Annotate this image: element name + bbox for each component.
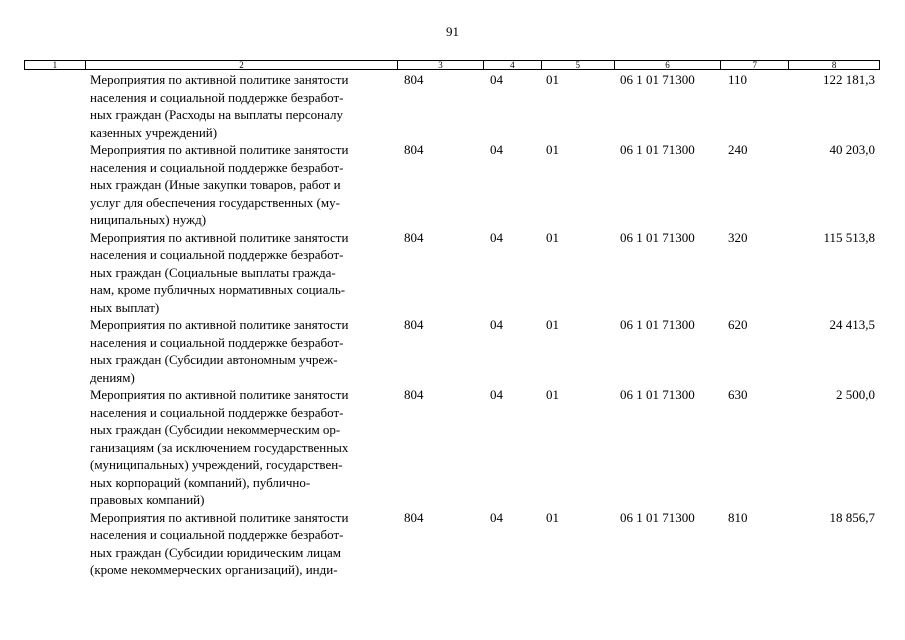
- description-line: ных граждан (Расходы на выплаты персоналу: [90, 107, 343, 122]
- description-line: Мероприятия по активной политике занятости: [90, 142, 349, 157]
- target-article-code: 06 1 01 71300: [620, 387, 695, 402]
- header-col-2: 2: [85, 61, 397, 69]
- description-line: ных граждан (Субсидии некоммерческим ор-: [90, 422, 341, 437]
- row-description: [90, 141, 395, 229]
- description-line: казенных учреждений): [90, 124, 218, 140]
- header-col-4: 4: [483, 61, 541, 69]
- target-article-code: 06 1 01 71300: [620, 229, 695, 245]
- description-line: нам, кроме публичных нормативных социаль-: [90, 282, 346, 297]
- description-line: ниципальных) нужд): [90, 212, 207, 227]
- subsection-code: 01: [546, 142, 559, 157]
- description-line: (кроме некоммерческих организаций), инди-: [90, 562, 338, 577]
- description-line: населения и социальной поддержке безработ-: [90, 404, 344, 420]
- ministry-code: 804: [404, 509, 424, 525]
- table-row: [0, 71, 905, 141]
- description-line: ганизациям (за исключением государственных: [90, 439, 349, 455]
- header-col-5: 5: [541, 61, 614, 69]
- target-article-code: 06 1 01 71300: [620, 72, 695, 87]
- description-line: населения и социальной поддержке безработ-: [90, 247, 344, 262]
- section-code: 04: [490, 72, 503, 87]
- description-line: услуг для обеспечения государственных (му-: [90, 194, 340, 210]
- section-code: 04: [490, 142, 503, 157]
- table-row: [0, 509, 905, 579]
- header-col-3: 3: [397, 61, 483, 69]
- target-article-code: 06 1 01 71300: [620, 142, 695, 157]
- description-line: Мероприятия по активной политике занятости: [90, 509, 349, 525]
- expense-type-code: 240: [728, 142, 748, 157]
- amount: 18 856,7: [829, 509, 875, 525]
- amount: 24 413,5: [829, 317, 875, 332]
- table-row: [0, 316, 905, 386]
- description-line: населения и социальной поддержке безработ-: [90, 334, 344, 350]
- ministry-code: 804: [404, 387, 424, 402]
- expense-type-code: 810: [728, 509, 748, 525]
- description-line: ных граждан (Субсидии юридическим лицам: [90, 544, 342, 560]
- expense-type-code: 620: [728, 317, 748, 332]
- header-col-7: 7: [720, 61, 788, 69]
- ministry-code: 804: [404, 317, 424, 332]
- description-line: населения и социальной поддержке безработ-: [90, 159, 344, 175]
- amount: 115 513,8: [823, 229, 875, 245]
- description-line: ных граждан (Социальные выплаты гражда-: [90, 264, 336, 280]
- subsection-code: 01: [546, 229, 559, 245]
- description-line: ных граждан (Субсидии автономным учреж-: [90, 352, 338, 367]
- section-code: 04: [490, 317, 503, 332]
- header-col-8: 8: [788, 61, 879, 69]
- description-line: Мероприятия по активной политике занятости: [90, 387, 349, 402]
- row-description: [90, 386, 395, 509]
- ministry-code: 804: [404, 72, 424, 87]
- subsection-code: 01: [546, 387, 559, 402]
- description-line: Мероприятия по активной политике занятости: [90, 317, 349, 332]
- target-article-code: 06 1 01 71300: [620, 317, 695, 332]
- header-col-1: 1: [52, 60, 58, 70]
- table-body: [0, 71, 905, 579]
- expense-type-code: 320: [728, 229, 748, 245]
- description-line: ных граждан (Иные закупки товаров, работ и: [90, 177, 341, 192]
- amount: 40 203,0: [829, 142, 875, 157]
- table-header: [24, 60, 880, 70]
- subsection-code: 01: [546, 509, 559, 525]
- amount: 122 181,3: [823, 72, 875, 87]
- row-description: [90, 229, 395, 317]
- row-description: [90, 71, 395, 141]
- description-line: правовых компаний): [90, 492, 205, 507]
- row-description: [90, 509, 395, 579]
- description-line: Мероприятия по активной политике занятости: [90, 229, 349, 245]
- description-line: населения и социальной поддержке безработ-: [90, 527, 344, 542]
- description-line: Мероприятия по активной политике занятости: [90, 72, 349, 87]
- section-code: 04: [490, 229, 503, 245]
- section-code: 04: [490, 387, 503, 402]
- header-col-6: 6: [614, 61, 721, 69]
- target-article-code: 06 1 01 71300: [620, 509, 695, 525]
- description-line: ных выплат): [90, 299, 160, 315]
- table-row: [0, 229, 905, 317]
- page-number: 91: [446, 24, 459, 39]
- ministry-code: 804: [404, 142, 424, 157]
- description-line: населения и социальной поддержке безработ-: [90, 89, 344, 105]
- row-description: [90, 316, 395, 386]
- table-row: [0, 141, 905, 229]
- description-line: (муниципальных) учреждений, государствен-: [90, 457, 343, 472]
- expense-type-code: 110: [728, 72, 748, 87]
- amount: 2 500,0: [836, 387, 875, 402]
- description-line: ных корпораций (компаний), публично-: [90, 474, 311, 490]
- ministry-code: 804: [404, 229, 424, 245]
- description-line: дениям): [90, 369, 135, 385]
- section-code: 04: [490, 509, 503, 525]
- subsection-code: 01: [546, 317, 559, 332]
- subsection-code: 01: [546, 72, 559, 87]
- table-row: [0, 386, 905, 509]
- expense-type-code: 630: [728, 387, 748, 402]
